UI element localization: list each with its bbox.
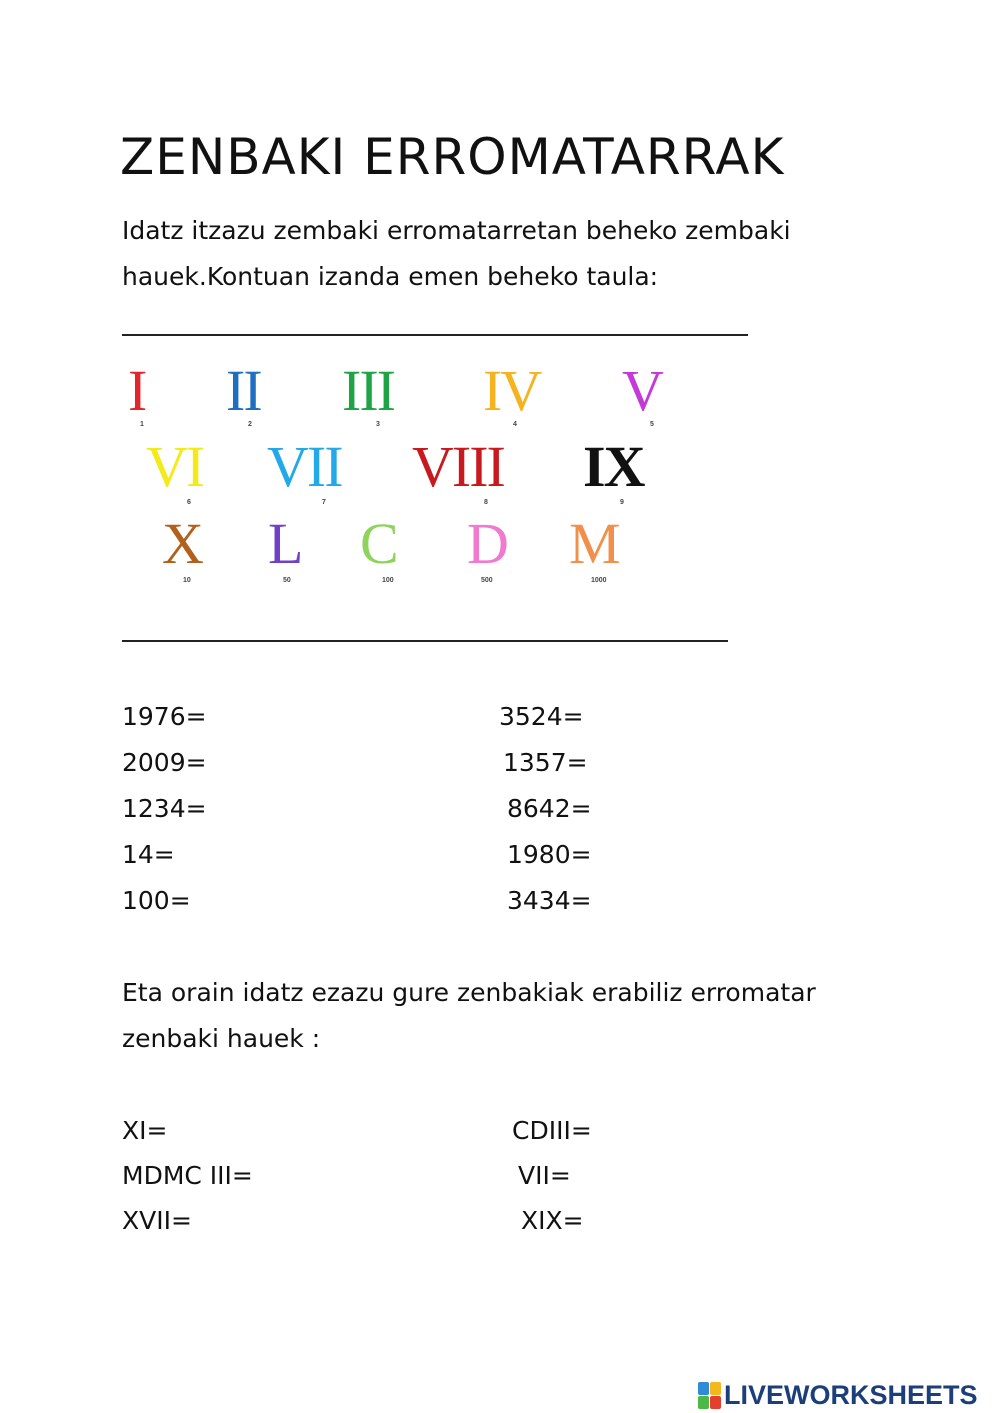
numeral-8-value: 8: [484, 499, 488, 506]
exercise-2-left-item: MDMC III=: [122, 1161, 253, 1190]
page-title: ZENBAKI ERROMATARRAK: [120, 128, 785, 186]
exercise-2-left-item: XVII=: [122, 1206, 192, 1235]
numeral-100-value: 100: [382, 577, 394, 584]
liveworksheets-brand: LIVEWORKSHEETS: [724, 1379, 978, 1410]
numeral-100: C: [360, 511, 397, 576]
numeral-6: VI: [146, 434, 204, 499]
exercise-1-right-item: 1980=: [507, 840, 592, 869]
numeral-3: III: [342, 358, 394, 423]
numeral-1000-value: 1000: [591, 577, 607, 584]
numeral-10-value: 10: [183, 577, 191, 584]
exercise-1-left-item: 1234=: [122, 794, 207, 823]
exercise-1-right-item: 3524=: [499, 702, 584, 731]
exercise-1-right-item: 1357=: [503, 748, 588, 777]
instructions2-line-1: Eta orain idatz ezazu gure zenbakiak erabiliz erromatar: [122, 978, 816, 1007]
bottom-divider: [122, 640, 728, 642]
numeral-4: IV: [483, 358, 541, 423]
exercise-1-right-item: 8642=: [507, 794, 592, 823]
exercise-1-left-item: 1976=: [122, 702, 207, 731]
numeral-500: D: [467, 511, 507, 576]
liveworksheets-logo: [698, 1379, 978, 1411]
numeral-5-value: 5: [650, 421, 654, 428]
numeral-2: II: [226, 358, 261, 423]
numeral-50-value: 50: [283, 577, 291, 584]
exercise-2-left-item: XI=: [122, 1116, 168, 1145]
instructions-line-2: hauek.Kontuan izanda emen beheko taula:: [122, 262, 659, 291]
numeral-50: L: [268, 511, 302, 576]
numeral-6-value: 6: [187, 499, 191, 506]
numeral-2-value: 2: [248, 421, 252, 428]
numeral-1: I: [128, 358, 146, 423]
instructions2-line-2: zenbaki hauek :: [122, 1024, 321, 1053]
exercise-1-left-item: 14=: [122, 840, 175, 869]
top-divider: [122, 334, 748, 336]
exercise-2-right-item: XIX=: [521, 1206, 584, 1235]
numeral-5: V: [622, 358, 662, 423]
exercise-1-left-item: 2009=: [122, 748, 207, 777]
numeral-9-value: 9: [620, 499, 624, 506]
exercise-1-left-item: 100=: [122, 886, 191, 915]
numeral-1-value: 1: [140, 421, 144, 428]
exercise-2-right-item: CDIII=: [512, 1116, 592, 1145]
numeral-7-value: 7: [322, 499, 326, 506]
instructions-line-1: Idatz itzazu zembaki erromatarretan beheko zembaki: [122, 216, 791, 245]
numeral-8: VIII: [412, 434, 504, 499]
numeral-10: X: [162, 511, 202, 576]
numeral-9: IX: [583, 434, 644, 499]
numeral-1000: M: [569, 511, 619, 576]
numeral-7: VII: [267, 434, 342, 499]
numeral-4-value: 4: [513, 421, 517, 428]
exercise-1-right-item: 3434=: [507, 886, 592, 915]
liveworksheets-logo-icon: [698, 1381, 722, 1409]
numeral-500-value: 500: [481, 577, 493, 584]
exercise-2-right-item: VII=: [518, 1161, 571, 1190]
numeral-3-value: 3: [376, 421, 380, 428]
